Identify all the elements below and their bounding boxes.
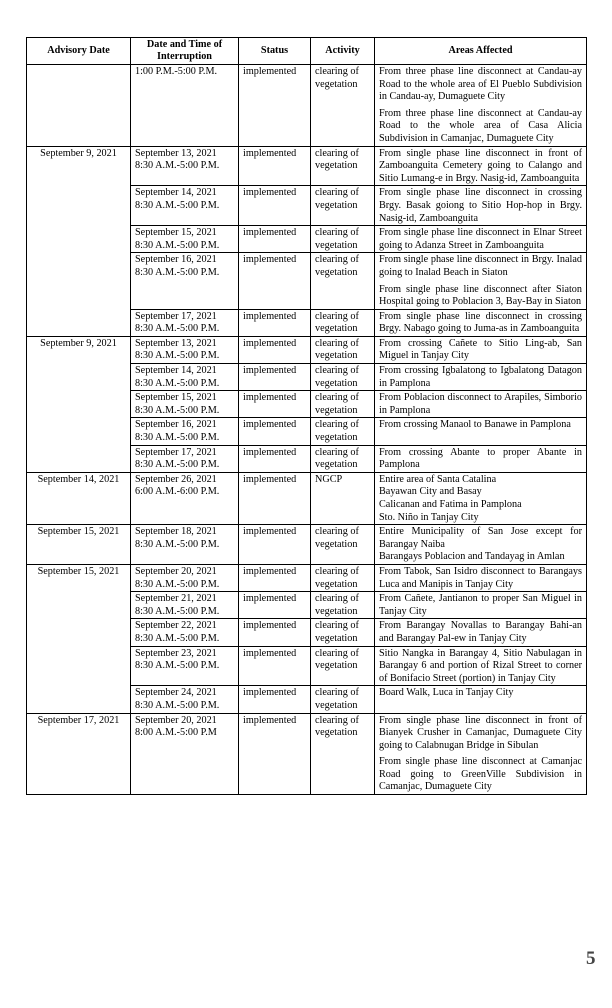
interruption-date: September 18, 2021	[135, 526, 217, 538]
interruption-date: September 20, 2021	[135, 565, 217, 577]
interruption-datetime-cell	[131, 146, 239, 186]
area-paragraph: From Tabok, San Isidro disconnect to Barangays Luca and Manipis in Tanjay City	[379, 565, 582, 590]
areas-affected-cell	[375, 445, 587, 472]
area-paragraph: From three phase line disconnect at Candau-ay Road to the whole area of Casa Alicia Subdivision in Camanjac, Dumaguete City	[379, 107, 582, 144]
areas-affected-cell	[375, 564, 587, 591]
table-header-row	[27, 38, 587, 65]
interruption-time: 8:30 A.M.-5:00 P.M.	[135, 323, 220, 335]
areas-affected-cell	[375, 65, 587, 147]
interruption-time: 8:30 A.M.-5:00 P.M.	[135, 199, 220, 211]
status-cell: implemented	[239, 619, 311, 646]
interruption-time: 8:30 A.M.-5:00 P.M.	[135, 578, 220, 590]
area-paragraph: Entire Municipality of San Jose except for Barangay Naiba Barangays Poblacion and Tandayag in Amlan	[379, 526, 582, 563]
interruption-time: 8:30 A.M.-5:00 P.M.	[135, 432, 220, 444]
status-cell: implemented	[239, 564, 311, 591]
interruption-date: September 24, 2021	[135, 687, 217, 699]
interruption-time: 8:30 A.M.-5:00 P.M.	[135, 377, 220, 389]
interruption-time: 8:30 A.M.-5:00 P.M.	[135, 699, 220, 711]
interruption-date: September 16, 2021	[135, 419, 217, 431]
header-date-time: Date and Time of Interruption	[131, 38, 239, 65]
area-paragraph: From single phase line disconnect in crossing Brgy. Nabago going to Juma-as in Zamboanguita	[379, 310, 582, 335]
table-row	[27, 336, 587, 363]
status-cell: implemented	[239, 146, 311, 186]
areas-affected-cell	[375, 472, 587, 524]
interruption-time: 8:30 A.M.-5:00 P.M.	[135, 459, 220, 471]
advisory-date-cell: September 17, 2021	[27, 713, 131, 795]
activity-cell: clearing of vegetation	[311, 364, 375, 391]
interruption-datetime-cell	[131, 646, 239, 686]
status-cell: implemented	[239, 686, 311, 713]
areas-affected-cell	[375, 186, 587, 226]
interruption-date: September 22, 2021	[135, 620, 217, 632]
status-cell: implemented	[239, 713, 311, 795]
interruption-datetime-cell	[131, 713, 239, 795]
interruption-datetime-cell	[131, 592, 239, 619]
area-paragraph: From Cañete, Jantianon to proper San Miguel in Tanjay City	[379, 593, 582, 617]
interruption-date: September 17, 2021	[135, 446, 217, 458]
areas-affected-cell	[375, 391, 587, 418]
interruption-datetime-cell	[131, 445, 239, 472]
interruption-date: September 26, 2021	[135, 473, 217, 485]
interruption-date: September 20, 2021	[135, 714, 217, 726]
interruption-time: 8:30 A.M.-5:00 P.M.	[135, 160, 220, 172]
activity-cell: clearing of vegetation	[311, 391, 375, 418]
interruption-datetime-cell	[131, 309, 239, 336]
area-paragraph: From crossing Igbalatong to Igbalatong Datagon in Pamplona	[379, 365, 582, 389]
areas-affected-cell	[375, 525, 587, 565]
area-paragraph: Sitio Nangka in Barangay 4, Sitio Nabulagan in Barangay 6 and portion of Rizal Street to corner of Bonifacio Street (portion) in Tanjay City	[379, 647, 582, 684]
interruption-date: September 15, 2021	[135, 227, 217, 239]
interruption-time: 8:30 A.M.-5:00 P.M.	[135, 239, 220, 251]
advisory-date-cell: September 9, 2021	[27, 336, 131, 472]
interruption-date: September 13, 2021	[135, 337, 217, 349]
interruption-date: September 14, 2021	[135, 365, 217, 377]
interruption-datetime-cell	[131, 686, 239, 713]
page-number: 5	[586, 948, 596, 969]
interruption-date: September 17, 2021	[135, 310, 217, 322]
table-row	[27, 472, 587, 524]
advisory-date-cell: September 15, 2021	[27, 525, 131, 565]
activity-cell: clearing of vegetation	[311, 186, 375, 226]
interruption-datetime-cell	[131, 226, 239, 253]
interruption-datetime-cell	[131, 619, 239, 646]
interruption-datetime-cell	[131, 525, 239, 565]
interruption-time: 8:00 A.M.-5:00 P.M	[135, 727, 217, 739]
areas-affected-cell	[375, 309, 587, 336]
status-cell: implemented	[239, 309, 311, 336]
areas-affected-cell	[375, 646, 587, 686]
interruption-date: September 23, 2021	[135, 647, 217, 659]
activity-cell: NGCP	[311, 472, 375, 524]
interruption-datetime-cell	[131, 253, 239, 309]
status-cell: implemented	[239, 253, 311, 309]
area-paragraph: Board Walk, Luca in Tanjay City	[379, 687, 514, 699]
header-activity: Activity	[311, 38, 375, 65]
areas-affected-cell	[375, 146, 587, 186]
interruption-datetime-cell	[131, 364, 239, 391]
interruption-time: 8:30 A.M.-5:00 P.M.	[135, 632, 220, 644]
interruption-time: 8:30 A.M.-5:00 P.M.	[135, 350, 220, 362]
status-cell: implemented	[239, 472, 311, 524]
areas-affected-cell	[375, 713, 587, 795]
status-cell: implemented	[239, 525, 311, 565]
advisory-date-cell	[27, 65, 131, 147]
area-paragraph: From three phase line disconnect at Candau-ay Road to the whole area of El Pueblo Subdivision in Candau-ay, Dumaguete City	[379, 66, 582, 103]
area-paragraph: From crossing Manaol to Banawe in Pamplona	[379, 419, 571, 431]
interruption-time: 8:30 A.M.-5:00 P.M.	[135, 404, 220, 416]
status-cell: implemented	[239, 391, 311, 418]
area-paragraph: From crossing Abante to proper Abante in Pamplona	[379, 446, 582, 471]
header-status: Status	[239, 38, 311, 65]
interruption-date: September 21, 2021	[135, 593, 217, 605]
activity-cell: clearing of vegetation	[311, 65, 375, 147]
areas-affected-cell	[375, 336, 587, 363]
activity-cell: clearing of vegetation	[311, 226, 375, 253]
activity-cell: clearing of vegetation	[311, 336, 375, 363]
interruption-time: 6:00 A.M.-6:00 P.M.	[135, 486, 220, 498]
interruption-datetime-cell	[131, 391, 239, 418]
interruption-datetime-cell	[131, 186, 239, 226]
interruption-datetime-cell	[131, 336, 239, 363]
areas-affected-cell	[375, 592, 587, 619]
area-paragraph: From single phase line disconnect in front of Bianyek Crusher in Camanjac, Dumaguete City going to Calabnugan Bridge in Sibulan	[379, 714, 582, 751]
activity-cell: clearing of vegetation	[311, 146, 375, 186]
activity-cell: clearing of vegetation	[311, 445, 375, 472]
areas-affected-cell	[375, 253, 587, 309]
interruption-date: September 14, 2021	[135, 187, 217, 199]
areas-affected-cell	[375, 686, 587, 713]
area-paragraph: From single phase line disconnect in Brgy. Inalad going to Inalad Beach in Siaton	[379, 254, 582, 278]
header-areas-affected: Areas Affected	[375, 38, 587, 65]
table-row	[27, 713, 587, 795]
activity-cell: clearing of vegetation	[311, 646, 375, 686]
status-cell: implemented	[239, 445, 311, 472]
interruption-time: 8:30 A.M.-5:00 P.M.	[135, 660, 220, 672]
table-row	[27, 146, 587, 186]
advisory-table	[26, 37, 587, 795]
status-cell: implemented	[239, 226, 311, 253]
activity-cell: clearing of vegetation	[311, 592, 375, 619]
status-cell: implemented	[239, 336, 311, 363]
areas-affected-cell	[375, 619, 587, 646]
table-row	[27, 65, 587, 147]
advisory-date-cell: September 14, 2021	[27, 472, 131, 524]
area-paragraph: From Poblacion disconnect to Arapiles, Simborio in Pamplona	[379, 392, 582, 416]
area-paragraph: From single phase line disconnect in Elnar Street going to Adanza Street in Zamboanguita	[379, 227, 582, 251]
areas-affected-cell	[375, 418, 587, 445]
activity-cell: clearing of vegetation	[311, 564, 375, 591]
activity-cell: clearing of vegetation	[311, 619, 375, 646]
status-cell: implemented	[239, 592, 311, 619]
interruption-datetime-cell	[131, 418, 239, 445]
table-row	[27, 525, 587, 565]
status-cell: implemented	[239, 364, 311, 391]
activity-cell: clearing of vegetation	[311, 525, 375, 565]
status-cell: implemented	[239, 646, 311, 686]
status-cell: implemented	[239, 186, 311, 226]
area-paragraph: From single phase line disconnect in front of Zamboanguita Cemetery going to Calango and Sitio Lumang-e in Brgy. Nasig-id, Zamboanguita	[379, 147, 582, 184]
header-advisory-date: Advisory Date	[27, 38, 131, 65]
area-paragraph: From single phase line disconnect after Siaton Hospital going to Poblacion 3, Bay-Bay in Siaton	[379, 283, 582, 308]
interruption-date: September 16, 2021	[135, 254, 217, 266]
area-paragraph: From single phase line disconnect at Camanjac Road going to GreenVille Subdivision in Camanjac, Dumaguete City	[379, 756, 582, 793]
activity-cell: clearing of vegetation	[311, 309, 375, 336]
area-paragraph: From single phase line disconnect in crossing Brgy. Basak goiong to Sitio Hop-hop in Brgy. Nasig-id, Zamboanguita	[379, 187, 582, 224]
activity-cell: clearing of vegetation	[311, 686, 375, 713]
status-cell: implemented	[239, 65, 311, 147]
interruption-datetime-cell	[131, 65, 239, 147]
advisory-date-cell: September 15, 2021	[27, 564, 131, 713]
activity-cell: clearing of vegetation	[311, 418, 375, 445]
interruption-time: 8:30 A.M.-5:00 P.M.	[135, 266, 220, 278]
areas-affected-cell	[375, 226, 587, 253]
interruption-time: 1:00 P.M.-5:00 P.M.	[135, 66, 218, 77]
interruption-time: 8:30 A.M.-5:00 P.M.	[135, 605, 220, 617]
area-paragraph: Entire area of Santa Catalina Bayawan City and Basay Calicanan and Fatima in Pamplona Sto. Niño in Tanjay City	[379, 473, 522, 523]
interruption-datetime-cell	[131, 564, 239, 591]
table-row	[27, 564, 587, 591]
areas-affected-cell	[375, 364, 587, 391]
area-paragraph: From crossing Cañete to Sitio Ling-ab, San Miguel in Tanjay City	[379, 337, 582, 362]
activity-cell: clearing of vegetation	[311, 713, 375, 795]
interruption-date: September 13, 2021	[135, 147, 217, 159]
interruption-time: 8:30 A.M.-5:00 P.M.	[135, 538, 220, 550]
area-paragraph: From Barangay Novallas to Barangay Bahi-an and Barangay Pal-ew in Tanjay City	[379, 620, 582, 644]
advisory-date-cell: September 9, 2021	[27, 146, 131, 336]
status-cell: implemented	[239, 418, 311, 445]
interruption-datetime-cell	[131, 472, 239, 524]
interruption-date: September 15, 2021	[135, 392, 217, 404]
activity-cell: clearing of vegetation	[311, 253, 375, 309]
